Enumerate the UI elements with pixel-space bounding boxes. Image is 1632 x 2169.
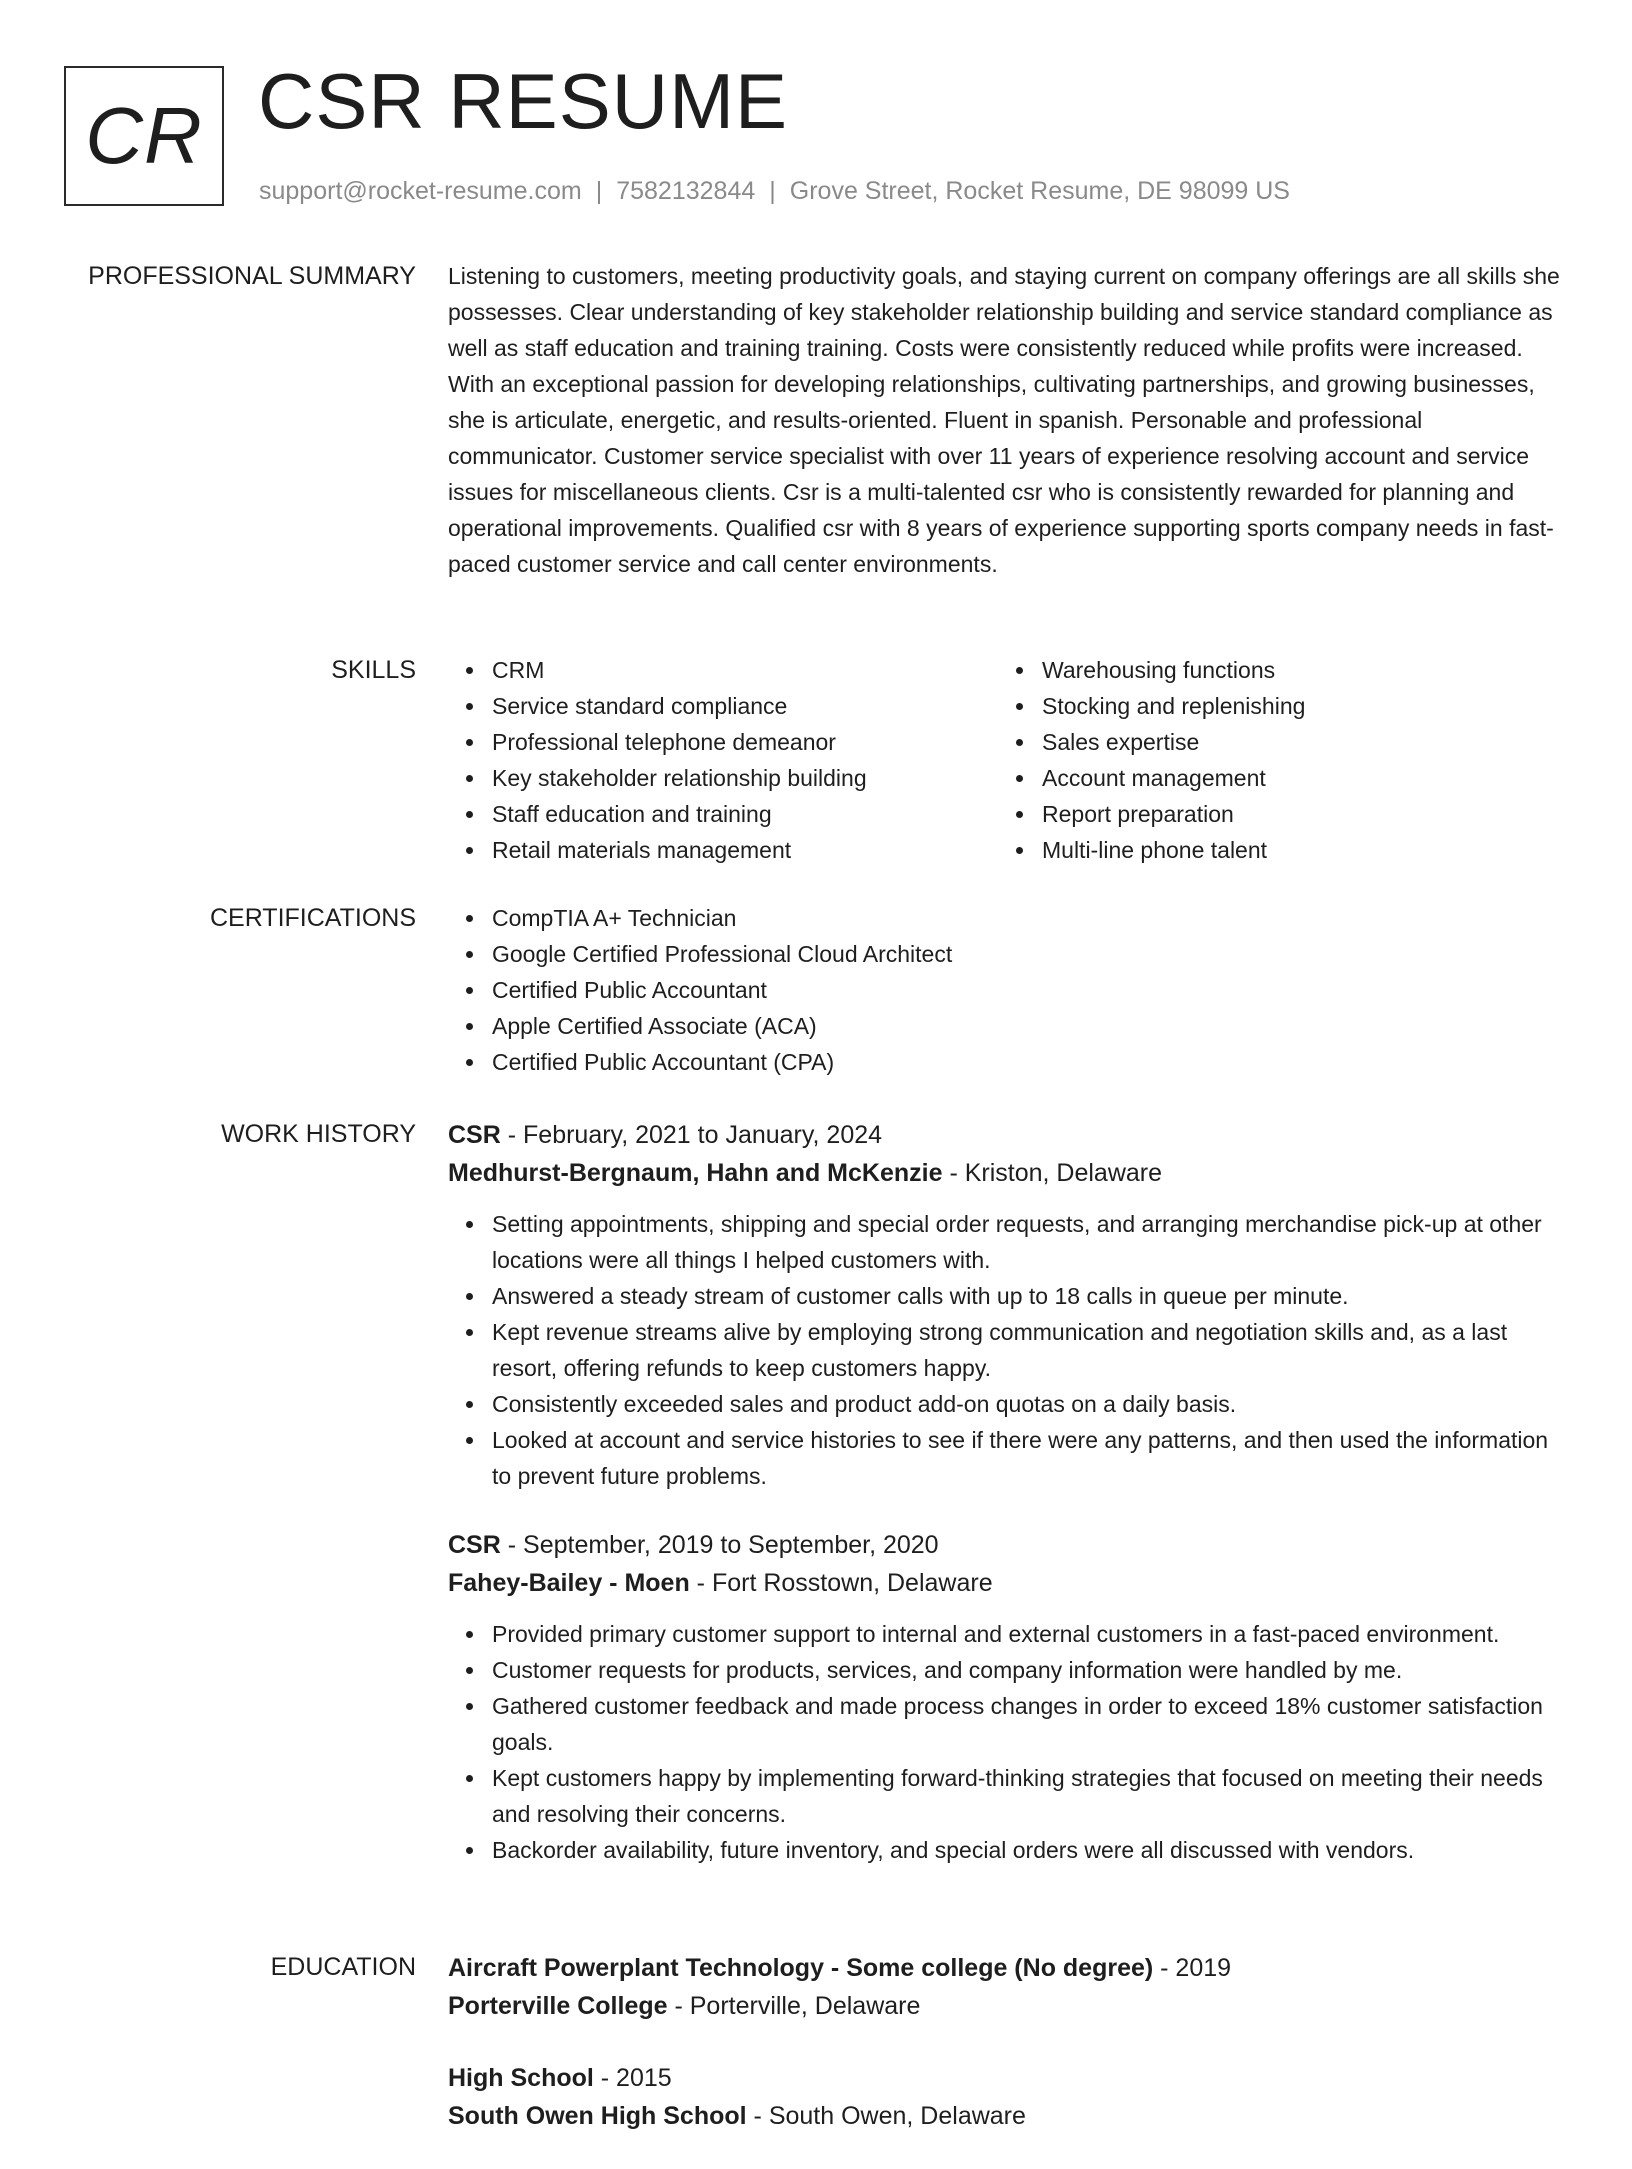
contact-line	[259, 176, 1290, 206]
section-label-summary: PROFESSIONAL SUMMARY	[88, 262, 416, 290]
summary-text: Listening to customers, meeting productivity goals, and staying current on company offerings are all skills she possesses. Clear understanding of key stakeholder relationship building and service standard compliance as well as staff education and training training. Costs were consistently reduced while profits were increased. With an exceptional passion for developing relationships, cultivating partnerships, and growing businesses, she is articulate, energetic, and results-oriented. Fluent in spanish. Personable and professional communicator. Customer service specialist with over 11 years of experience resolving account and service issues for miscellaneous clients. Csr is a multi-talented csr who is consistently rewarded for planning and operational improvements. Qualified csr with 8 years of experience supporting sports company needs in fast-paced customer service and call center environments.	[448, 263, 1560, 577]
skill-item: Key stakeholder relationship building	[492, 760, 998, 796]
skill-item: Service standard compliance	[492, 688, 998, 724]
skill-item: Retail materials management	[492, 832, 998, 868]
contact-separator: |	[595, 177, 603, 205]
job-bullet: Customer requests for products, services, and company information were handled by me.	[492, 1652, 1568, 1688]
certifications-body	[448, 900, 1568, 1080]
education-school-line	[448, 1987, 1568, 2025]
certification-item: Apple Certified Associate (ACA)	[492, 1008, 1568, 1044]
skill-item: Staff education and training	[492, 796, 998, 832]
education-school: South Owen High School	[448, 2102, 747, 2130]
education-location: - South Owen, Delaware	[746, 2102, 1026, 2130]
job-company-line	[448, 1154, 1568, 1192]
skill-item: Sales expertise	[1042, 724, 1548, 760]
job-bullet: Consistently exceeded sales and product add-on quotas on a daily basis.	[492, 1386, 1568, 1422]
job-company: Medhurst-Bergnaum, Hahn and McKenzie	[448, 1159, 943, 1187]
certifications-list	[448, 900, 1568, 1080]
job-dates: - February, 2021 to January, 2024	[500, 1121, 883, 1149]
skills-list-left	[448, 652, 998, 868]
job-company: Fahey-Bailey - Moen	[448, 1569, 690, 1597]
job-bullet: Kept revenue streams alive by employing strong communication and negotiation skills and, as a last resort, offering refunds to keep customers happy.	[492, 1314, 1568, 1386]
job-entry	[448, 1526, 1568, 1868]
education-degree-line	[448, 1949, 1568, 1987]
certification-item: Google Certified Professional Cloud Architect	[492, 936, 1568, 972]
resume-title: CSR RESUME	[258, 57, 789, 145]
job-title-line	[448, 1526, 1568, 1564]
skill-item: Account management	[1042, 760, 1548, 796]
contact-separator: |	[769, 177, 776, 205]
skill-item: Professional telephone demeanor	[492, 724, 998, 760]
job-bullet: Setting appointments, shipping and special order requests, and arranging merchandise pick-up at other locations were all things I helped customers with.	[492, 1206, 1568, 1278]
job-title-line	[448, 1116, 1568, 1154]
education-degree: High School	[448, 2064, 594, 2092]
skill-item: Warehousing functions	[1042, 652, 1548, 688]
certification-item: Certified Public Accountant	[492, 972, 1568, 1008]
education-degree-line	[448, 2059, 1568, 2097]
contact-email[interactable]: support@rocket-resume.com	[259, 177, 582, 205]
skills-body	[448, 652, 1568, 868]
monogram-logo: CR	[64, 66, 224, 206]
education-entry	[448, 1949, 1568, 2025]
skill-item: Report preparation	[1042, 796, 1548, 832]
education-location: - Porterville, Delaware	[667, 1992, 921, 2020]
education-school-line	[448, 2097, 1568, 2135]
job-dates: - September, 2019 to September, 2020	[500, 1531, 939, 1559]
job-location: - Kriston, Delaware	[942, 1159, 1163, 1187]
job-company-line	[448, 1564, 1568, 1602]
job-bullet: Answered a steady stream of customer calls with up to 18 calls in queue per minute.	[492, 1278, 1568, 1314]
contact-phone[interactable]: 7582132844	[616, 177, 756, 205]
section-label-work-history: WORK HISTORY	[221, 1120, 416, 1148]
job-title: CSR	[448, 1121, 501, 1149]
education-degree: Aircraft Powerplant Technology - Some college (No degree)	[448, 1954, 1154, 1982]
job-bullet: Looked at account and service histories to see if there were any patterns, and then used the information to prevent future problems.	[492, 1422, 1568, 1494]
section-label-education: EDUCATION	[270, 1953, 416, 1981]
certification-item: Certified Public Accountant (CPA)	[492, 1044, 1568, 1080]
job-entry	[448, 1116, 1568, 1494]
section-label-skills: SKILLS	[331, 656, 416, 684]
job-location: - Fort Rosstown, Delaware	[689, 1569, 993, 1597]
education-school: Porterville College	[448, 1992, 668, 2020]
skills-list-right	[998, 652, 1548, 868]
section-label-certifications: CERTIFICATIONS	[209, 904, 416, 932]
skill-item: Multi-line phone talent	[1042, 832, 1548, 868]
education-body	[448, 1949, 1568, 2169]
certification-item: CompTIA A+ Technician	[492, 900, 1568, 936]
job-bullet: Kept customers happy by implementing forward-thinking strategies that focused on meeting their needs and resolving their concerns.	[492, 1760, 1568, 1832]
job-bullet: Gathered customer feedback and made process changes in order to exceed 18% customer satisfaction goals.	[492, 1688, 1568, 1760]
skill-item: CRM	[492, 652, 998, 688]
job-title: CSR	[448, 1531, 501, 1559]
job-bullet: Provided primary customer support to internal and external customers in a fast-paced environment.	[492, 1616, 1568, 1652]
job-bullet: Backorder availability, future inventory, and special orders were all discussed with vendors.	[492, 1832, 1568, 1868]
job-bullet-list	[448, 1616, 1568, 1868]
education-year: - 2015	[593, 2064, 672, 2092]
skill-item: Stocking and replenishing	[1042, 688, 1548, 724]
job-bullet-list	[448, 1206, 1568, 1494]
contact-address: Grove Street, Rocket Resume, DE 98099 US	[789, 177, 1290, 205]
work-history-body	[448, 1116, 1568, 1900]
summary-body	[448, 258, 1568, 582]
education-year: - 2019	[1153, 1954, 1232, 1982]
education-entry	[448, 2059, 1568, 2135]
